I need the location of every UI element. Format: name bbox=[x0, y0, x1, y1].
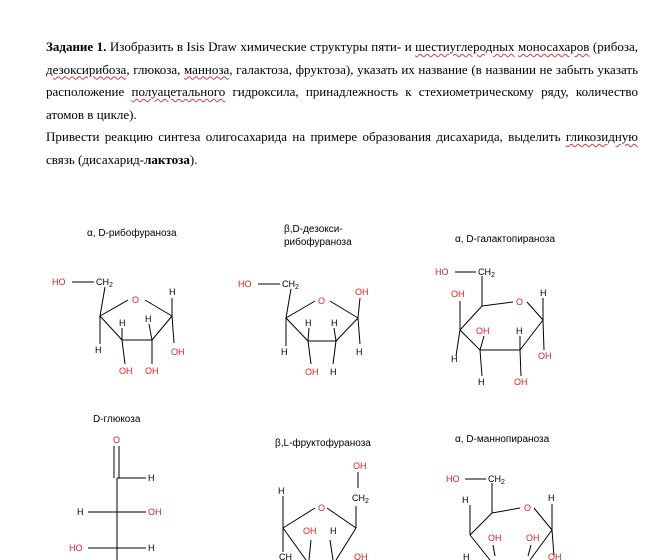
spellcheck-word: шестиуглеродных bbox=[415, 39, 515, 54]
atom-label: H bbox=[330, 526, 337, 536]
atom-label: OH bbox=[171, 347, 185, 357]
task-text-run: Изобразить в Isis Draw химические структуры пяти- и bbox=[106, 39, 416, 54]
title-galactopyranose: α, D-галактопираноза bbox=[455, 234, 556, 245]
atom-label: H bbox=[281, 347, 288, 357]
atom-label: OH bbox=[119, 366, 133, 376]
title-mannopyranose: α, D-маннопираноза bbox=[455, 434, 550, 445]
spellcheck-word: гликозидную bbox=[565, 129, 638, 144]
atom-label: OH bbox=[145, 366, 159, 376]
atom-label: H bbox=[331, 318, 338, 328]
structure-glucose bbox=[69, 435, 162, 560]
atom-label: H bbox=[330, 367, 337, 377]
atom-label: OH bbox=[451, 289, 465, 299]
atom-label: HO bbox=[238, 279, 252, 289]
bold-word: лактоза bbox=[144, 151, 190, 167]
task-text-run: , глюкоза, bbox=[126, 61, 185, 77]
atom-label: H bbox=[305, 318, 312, 328]
task-heading: Задание 1. bbox=[46, 39, 107, 54]
title-ribofuranose: α, D-рибофураноза bbox=[87, 228, 177, 239]
atom-label: HO bbox=[52, 277, 66, 287]
atom-label: O bbox=[524, 503, 532, 513]
spellcheck-word: полуацетального bbox=[131, 84, 226, 99]
atom-label: OH bbox=[354, 552, 368, 560]
structure-fructofuranose bbox=[278, 461, 369, 560]
atom-label: OH bbox=[148, 507, 162, 517]
atom-label: OH bbox=[355, 287, 369, 297]
atom-label: HO bbox=[69, 543, 83, 553]
atom-label: O bbox=[113, 435, 121, 445]
atom-label: O bbox=[132, 295, 140, 305]
atom-label: OH bbox=[303, 526, 317, 536]
title-deoxyribofuranose-2: рибофураноза bbox=[284, 237, 352, 248]
atom-label: O bbox=[318, 503, 326, 513]
task-text-run: ). bbox=[189, 151, 198, 167]
task-text-run: гидроксила, принадлежность к стехиометрическому ряду, количество атомов в цикле). bbox=[46, 84, 638, 122]
atom-label: O bbox=[516, 297, 524, 307]
atom-label: $CH_2$ bbox=[282, 279, 299, 291]
structure-deoxyribofuranose bbox=[238, 279, 369, 377]
atom-label: O bbox=[318, 296, 326, 306]
atom-label: $CH_2$ bbox=[478, 267, 495, 279]
task-text-run: связь (дисахарид- bbox=[46, 151, 145, 167]
atom-label: OH bbox=[548, 552, 562, 560]
atom-label: H bbox=[77, 507, 84, 517]
atom-label: OH bbox=[538, 351, 552, 361]
atom-label: H bbox=[95, 345, 102, 355]
atom-label: H bbox=[463, 552, 470, 560]
atom-label: H bbox=[278, 486, 285, 496]
title-deoxyribofuranose-1: β,D-дезокси- bbox=[284, 224, 343, 235]
atom-label: OH bbox=[526, 533, 540, 543]
atom-label: H bbox=[516, 326, 523, 336]
spellcheck-word: манноза bbox=[184, 61, 230, 77]
task-text-run: , галактоза, фруктоза), указать их название (в названии не забыть указать расположение bbox=[46, 61, 638, 99]
spellcheck-word: дезоксирибоза bbox=[46, 61, 127, 77]
atom-label: H bbox=[548, 493, 555, 503]
atom-label: OH bbox=[476, 326, 490, 336]
atom-label: H bbox=[462, 495, 469, 505]
atom-label: H bbox=[540, 288, 547, 298]
atom-label: H bbox=[148, 543, 155, 553]
title-glucose: D-глюкоза bbox=[93, 414, 141, 425]
structure-galactopyranose bbox=[435, 267, 552, 387]
task-text-run: (рибоза, bbox=[589, 39, 638, 54]
atom-label: OH bbox=[353, 461, 367, 471]
atom-label: HO bbox=[446, 474, 460, 484]
atom-label: $CH_2$ bbox=[96, 277, 113, 289]
atom-label: H bbox=[478, 377, 485, 387]
atom-label: CH bbox=[279, 552, 292, 560]
title-fructofuranose: β,L-фруктофураноза bbox=[275, 438, 371, 449]
atom-label: OH bbox=[305, 367, 319, 377]
atom-label: H bbox=[169, 287, 176, 297]
spellcheck-word: моносахаров bbox=[518, 39, 590, 54]
atom-label: H bbox=[119, 318, 126, 328]
atom-label: $CH_2$ bbox=[352, 493, 369, 505]
atom-label: $CH_2$ bbox=[488, 474, 505, 486]
atom-label: H bbox=[145, 314, 152, 324]
structure-ribofuranose bbox=[52, 277, 185, 376]
structure-mannopyranose bbox=[446, 474, 562, 560]
atom-label: H bbox=[356, 347, 363, 357]
atom-label: OH bbox=[514, 377, 528, 387]
atom-label: H bbox=[148, 473, 155, 483]
atom-label: HO bbox=[435, 267, 449, 277]
atom-label: H bbox=[451, 354, 458, 364]
atom-label: OH bbox=[488, 533, 502, 543]
task-text-run: Привести реакцию синтеза олигосахарида на примере образования дисахарида, выделить bbox=[46, 129, 566, 144]
